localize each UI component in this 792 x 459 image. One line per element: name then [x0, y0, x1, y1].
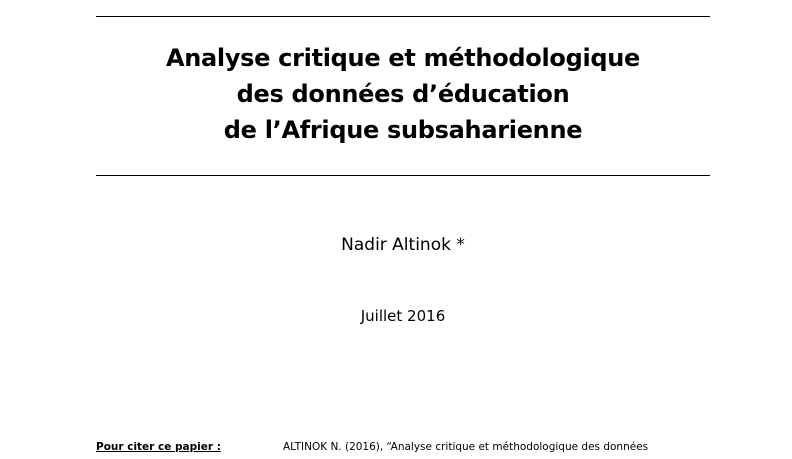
publication-date: Juillet 2016 — [360, 307, 446, 325]
author-name: Nadir Altinok * — [341, 235, 465, 255]
top-horizontal-rule — [96, 16, 710, 17]
paper-title — [96, 40, 710, 148]
citation-row — [0, 439, 792, 459]
citation-text: ALTINOK N. (2016), “Analyse critique et méthodologique des données — [283, 441, 649, 453]
title-line-3: de l’Afrique subsaharienne — [223, 116, 583, 144]
citation-label: Pour citer ce papier : — [96, 441, 221, 453]
title-line-1: Analyse critique et méthodologique — [165, 44, 641, 72]
title-line-2: des données d’éducation — [236, 80, 570, 108]
bottom-horizontal-rule — [96, 175, 710, 176]
